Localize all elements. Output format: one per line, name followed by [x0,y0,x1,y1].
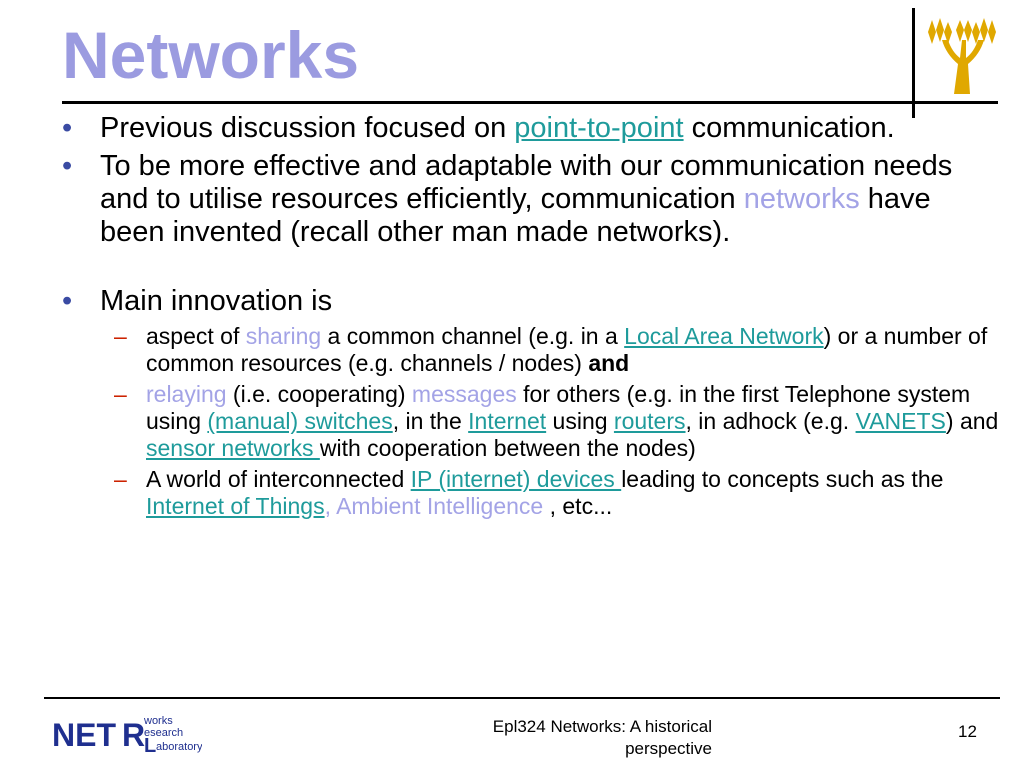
internet-link[interactable]: Internet [468,408,547,434]
local-area-network-link[interactable]: Local Area Network [624,323,824,349]
ambient-intelligence-highlight: , Ambient Intelligence [324,493,544,519]
footer-divider [44,697,1000,699]
sharing-highlight: sharing [245,323,322,349]
bullet-item-point-to-point: • Previous discussion focused on point-to-point communication. [62,112,895,144]
bullet-list [62,112,1002,520]
networks-highlight: networks [743,183,860,215]
logo-divider [912,8,915,118]
slide-title: Networks [62,18,360,92]
sub-bullet-relaying: – relaying (i.e. cooperating) messages for others (e.g. in the first Telephone system using (manual) switches, in the Internet using routers, in adhock (e.g. VANETS) and sensor networks with cooperation between the nodes) [114,381,999,461]
sub-bullet-ip-devices: – A world of interconnected IP (internet) devices leading to concepts such as the Internet of Things, Ambient Intelligence , etc... [114,466,944,519]
sub-bullet-sharing: – aspect of sharing a common channel (e.g. in a Local Area Network) or a number of common resources (e.g. channels / nodes) and [114,323,988,376]
internet-of-things-link[interactable]: Internet of Things [146,493,325,519]
point-to-point-link[interactable]: point-to-point [514,112,684,144]
messages-highlight: messages [411,381,517,407]
bullet-item-main-innovation: • Main innovation is – aspect of sharing a common channel (e.g. in a Local Area Network) or a number of common resources (e.g. channels / nodes) and – relaying (i.e. cooperating) messages for others (e.g. in the first Telephone system using (manual) switches, in the Internet using routers, in adhock (e.g. VANETS) and sensor networks with cooperation between the nodes) – A world of interconnected IP (internet) devices leading to concepts such as the Internet of Things, Ambient Intelligence , etc... [62,285,1002,520]
manual-switches-link[interactable]: (manual) switches [207,408,393,434]
logo-aboratory-text: aboratory [156,741,202,753]
logo-esearch-text: esearch [144,727,184,739]
vanets-link[interactable]: VANETS [855,408,946,434]
title-divider [62,101,998,104]
sub-bullet-list [100,323,1002,520]
relaying-highlight: relaying [146,381,227,407]
dash-icon: – [114,381,127,407]
sensor-networks-link[interactable]: sensor networks [146,435,320,461]
university-tree-logo [924,18,1000,94]
dash-icon: – [114,466,127,492]
slide-body [62,112,1002,525]
bullet-dot-icon: • [62,150,73,182]
page-number: 12 [958,722,977,741]
bullet-dot-icon: • [62,285,73,317]
dash-icon: – [114,323,127,349]
routers-link[interactable]: routers [613,408,686,434]
bullet-item-networks: • To be more effective and adaptable with our communication needs and to utilise resources efficiently, communication networks have been invented (recall other man made networks). [62,150,953,248]
logo-r-text: R [122,717,146,753]
ip-devices-link[interactable]: IP (internet) devices [410,466,622,492]
logo-works-text: works [144,715,173,727]
and-bold: and [588,350,630,376]
footer-course-title: Epl324 Networks: A historical perspective [492,717,712,758]
bullet-dot-icon: • [62,112,73,144]
logo-net-text: NET [52,717,116,753]
logo-l-text: L [144,735,157,757]
networks-research-lab-logo [52,712,202,758]
